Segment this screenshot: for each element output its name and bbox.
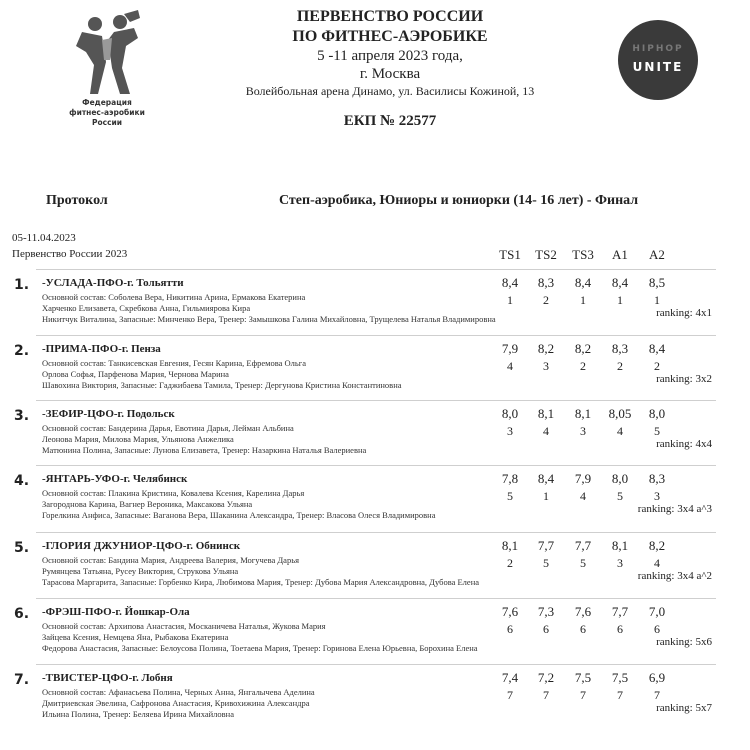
result-row bbox=[0, 275, 750, 335]
judge-score: 8,2 bbox=[574, 341, 592, 356]
place-number: 5. bbox=[14, 540, 30, 556]
judge-score: 7,6 bbox=[501, 604, 519, 619]
judge-score: 7,3 bbox=[537, 604, 555, 619]
ranking-summary: ranking: 5x7 bbox=[656, 702, 712, 714]
judge-place: 6 bbox=[507, 622, 513, 636]
judge-score: 8,0 bbox=[501, 406, 519, 421]
team-roster-line2: Загороднова Карина, Вагнер Вероника, Максакова Ульяна bbox=[42, 499, 253, 509]
judge-place: 4 bbox=[617, 424, 623, 438]
team-roster-line2: Харченко Елизавета, Скребкова Анна, Гильмиярова Кира bbox=[42, 303, 251, 313]
judge-place: 5 bbox=[543, 556, 549, 570]
judge-score: 7,8 bbox=[501, 471, 519, 486]
judge-place: 2 bbox=[543, 293, 549, 307]
judge-score: 8,0 bbox=[611, 471, 629, 486]
judge-score: 8,2 bbox=[537, 341, 555, 356]
judge-place: 1 bbox=[507, 293, 513, 307]
judge-score: 8,3 bbox=[611, 341, 629, 356]
column-header-ts3: TS3 bbox=[572, 247, 594, 262]
team-roster-line3: Федорова Анастасия, Запасные: Белоусова Полина, Тоетаева Мария, Тренер: Горинова Елена Юрьевна, Борохина Елена bbox=[42, 643, 478, 653]
result-row bbox=[0, 341, 750, 401]
place-number: 4. bbox=[14, 473, 30, 489]
team-roster-line2: Орлова Софья, Парфенова Мария, Чернова Марина bbox=[42, 369, 229, 379]
team-roster-line2: Румянцева Татьяна, Русеу Виктория, Струкова Ульяна bbox=[42, 566, 239, 576]
judge-place: 5 bbox=[580, 556, 586, 570]
judge-score: 8,3 bbox=[537, 275, 555, 290]
judge-score: 7,9 bbox=[501, 341, 519, 356]
judge-score: 8,4 bbox=[574, 275, 592, 290]
column-header-ts2: TS2 bbox=[535, 247, 557, 262]
judge-place: 5 bbox=[617, 489, 623, 503]
result-row bbox=[0, 538, 750, 598]
event-dates: 5 -11 апреля 2023 года, bbox=[317, 48, 463, 64]
judge-score: 8,1 bbox=[501, 538, 519, 553]
result-row bbox=[0, 604, 750, 664]
judge-score: 7,6 bbox=[574, 604, 592, 619]
ranking-summary: ranking: 3x4 a^2 bbox=[637, 570, 712, 582]
judge-place: 3 bbox=[654, 489, 660, 503]
judge-place: 7 bbox=[507, 688, 513, 702]
judge-score: 8,0 bbox=[648, 406, 666, 421]
judge-score: 7,7 bbox=[574, 538, 592, 553]
category-title: Степ-аэробика, Юниоры и юниорки (14- 16 лет) - Финал bbox=[279, 193, 639, 208]
judge-place: 2 bbox=[617, 359, 623, 373]
team-name: -ЯНТАРЬ-УФО-г. Челябинск bbox=[42, 473, 188, 485]
judge-place: 6 bbox=[543, 622, 549, 636]
judge-place: 2 bbox=[654, 359, 660, 373]
judge-place: 7 bbox=[654, 688, 660, 702]
meta-date: 05-11.04.2023 bbox=[12, 232, 76, 244]
result-row bbox=[0, 670, 750, 730]
judge-place: 1 bbox=[654, 293, 660, 307]
judge-place: 4 bbox=[507, 359, 513, 373]
column-header-a1: A1 bbox=[612, 247, 628, 262]
team-roster-line1: Основной состав: Танкисевская Евгения, Гесян Карина, Ефремова Ольга bbox=[42, 358, 307, 368]
judge-place: 5 bbox=[507, 489, 513, 503]
judge-place: 4 bbox=[580, 489, 586, 503]
team-roster-line2: Дмитриевская Эвелина, Сафронова Анастасия, Кривохижина Александра bbox=[42, 698, 310, 708]
team-roster-line3: Никитчук Виталина, Запасные: Минченко Вера, Тренер: Замышкова Галина Михайловна, Трущелева Наталья Владимировна bbox=[42, 314, 496, 324]
judge-score: 6,9 bbox=[648, 670, 666, 685]
row-separator bbox=[36, 532, 716, 533]
judge-score: 8,4 bbox=[501, 275, 519, 290]
judge-place: 7 bbox=[543, 688, 549, 702]
judge-place: 3 bbox=[580, 424, 586, 438]
place-number: 2. bbox=[14, 343, 30, 359]
judge-score: 7,5 bbox=[611, 670, 629, 685]
judge-place: 7 bbox=[580, 688, 586, 702]
place-number: 7. bbox=[14, 672, 30, 688]
team-name: -ГЛОРИЯ ДЖУНИОР-ЦФО-г. Обнинск bbox=[42, 540, 241, 552]
team-roster-line3: Ильина Полина, Тренер: Беляева Ирина Михайловна bbox=[42, 709, 234, 719]
judge-score: 8,4 bbox=[537, 471, 555, 486]
row-separator bbox=[36, 465, 716, 466]
team-name: -ФРЭШ-ПФО-г. Йошкар-Ола bbox=[42, 606, 190, 618]
judge-place: 3 bbox=[507, 424, 513, 438]
team-roster-line3: Шавохина Виктория, Запасные: Гаджибаева Тамила, Тренер: Дергунова Кристина Константиновна bbox=[42, 380, 402, 390]
logo-right-line1: HIPHOP bbox=[632, 44, 684, 54]
event-venue: Волейбольная арена Динамо, ул. Василисы Кожиной, 13 bbox=[245, 84, 535, 98]
judge-score: 7,0 bbox=[648, 604, 666, 619]
team-roster-line2: Леонова Мария, Милова Мария, Ульянова Анжелика bbox=[42, 434, 234, 444]
row-separator bbox=[36, 335, 716, 336]
place-number: 6. bbox=[14, 606, 30, 622]
team-roster-line2: Зайцева Ксения, Немцева Яна, Рыбакова Екатерина bbox=[42, 632, 229, 642]
row-separator bbox=[36, 664, 716, 665]
title-line1: ПЕРВЕНСТВО РОССИИ bbox=[296, 8, 484, 25]
judge-place: 3 bbox=[617, 556, 623, 570]
federation-name-line3: России bbox=[91, 118, 123, 127]
result-row bbox=[0, 471, 750, 531]
judge-score: 8,5 bbox=[648, 275, 666, 290]
team-name: -УСЛАДА-ПФО-г. Тольятти bbox=[42, 277, 184, 289]
judge-score: 8,4 bbox=[648, 341, 666, 356]
event-city: г. Москва bbox=[359, 66, 421, 82]
judge-score: 7,4 bbox=[501, 670, 519, 685]
judge-place: 4 bbox=[543, 424, 549, 438]
judge-score: 8,1 bbox=[611, 538, 629, 553]
column-header-ts1: TS1 bbox=[499, 247, 521, 262]
hiphop-unite-logo bbox=[618, 20, 698, 100]
ranking-summary: ranking: 3x2 bbox=[656, 373, 712, 385]
team-roster-line1: Основной состав: Бандерина Дарья, Евотина Дарья, Лейман Альбина bbox=[42, 423, 294, 433]
team-roster-line1: Основной состав: Архипова Анастасия, Москаничева Наталья, Жукова Мария bbox=[42, 621, 326, 631]
judge-score: 7,5 bbox=[574, 670, 592, 685]
judge-place: 5 bbox=[654, 424, 660, 438]
judge-score: 7,7 bbox=[537, 538, 555, 553]
ranking-summary: ranking: 3x4 a^3 bbox=[637, 503, 712, 515]
judge-place: 4 bbox=[654, 556, 660, 570]
ranking-summary: ranking: 5x6 bbox=[656, 636, 712, 648]
federation-logo bbox=[62, 10, 152, 148]
judge-place: 2 bbox=[580, 359, 586, 373]
team-roster-line1: Основной состав: Соболева Вера, Никитина Арина, Ермакова Екатерина bbox=[42, 292, 306, 302]
judge-place: 6 bbox=[654, 622, 660, 636]
judge-place: 1 bbox=[617, 293, 623, 307]
federation-name-line2: фитнес-аэробики bbox=[69, 108, 145, 117]
team-roster-line3: Матюнина Полина, Запасные: Лунова Елизавета, Тренер: Назаркина Наталья Валериевна bbox=[42, 445, 367, 455]
judge-score: 7,2 bbox=[537, 670, 555, 685]
team-name: -ТВИСТЕР-ЦФО-г. Лобня bbox=[42, 672, 173, 684]
judge-score: 7,9 bbox=[574, 471, 592, 486]
row-separator bbox=[36, 598, 716, 599]
result-row bbox=[0, 406, 750, 466]
meta-event: Первенство России 2023 bbox=[12, 248, 128, 260]
team-roster-line3: Горелкина Анфиса, Запасные: Ваганова Вера, Шаканина Александра, Тренер: Власова Олеся Владимировна bbox=[42, 510, 436, 520]
judge-score: 8,1 bbox=[537, 406, 555, 421]
federation-name-line1: Федерация bbox=[82, 98, 132, 107]
team-roster-line1: Основной состав: Афанасьева Полина, Черных Анна, Янгалычева Аделина bbox=[42, 687, 315, 697]
ranking-summary: ranking: 4x1 bbox=[656, 307, 712, 319]
judge-score: 7,7 bbox=[611, 604, 629, 619]
team-roster-line1: Основной состав: Плакина Кристина, Ковалева Ксения, Карелина Дарья bbox=[42, 488, 305, 498]
row-separator bbox=[36, 400, 716, 401]
protocol-label: Протокол bbox=[46, 193, 108, 208]
team-roster-line3: Тарасова Маргарита, Запасные: Горбенко Кира, Любимова Мария, Тренер: Дубова Мария Александровна, Дубова Елена bbox=[42, 577, 480, 587]
document-header bbox=[180, 7, 600, 130]
team-name: -ЗЕФИР-ЦФО-г. Подольск bbox=[42, 408, 175, 420]
title-line2: ПО ФИТНЕС-АЭРОБИКЕ bbox=[292, 28, 488, 45]
team-roster-line1: Основной состав: Бандина Мария, Андреева Валерия, Могучева Дарья bbox=[42, 555, 299, 565]
logo-right-line2: UNITE bbox=[632, 60, 684, 74]
judge-place: 6 bbox=[617, 622, 623, 636]
judge-place: 7 bbox=[617, 688, 623, 702]
judge-place: 3 bbox=[543, 359, 549, 373]
place-number: 3. bbox=[14, 408, 30, 424]
judge-score: 8,3 bbox=[648, 471, 666, 486]
judge-score: 8,1 bbox=[574, 406, 592, 421]
judge-place: 2 bbox=[507, 556, 513, 570]
judge-place: 1 bbox=[543, 489, 549, 503]
ranking-summary: ranking: 4x4 bbox=[656, 438, 712, 450]
judge-score: 8,4 bbox=[611, 275, 629, 290]
judge-score: 8,05 bbox=[608, 406, 632, 421]
ekp-number: ЕКП № 22577 bbox=[343, 113, 437, 129]
judge-place: 6 bbox=[580, 622, 586, 636]
judge-place: 1 bbox=[580, 293, 586, 307]
team-name: -ПРИМА-ПФО-г. Пенза bbox=[42, 343, 161, 355]
row-separator bbox=[36, 269, 716, 270]
place-number: 1. bbox=[14, 277, 30, 293]
column-header-a2: A2 bbox=[649, 247, 665, 262]
federation-figure-icon bbox=[72, 10, 142, 98]
judge-score: 8,2 bbox=[648, 538, 666, 553]
